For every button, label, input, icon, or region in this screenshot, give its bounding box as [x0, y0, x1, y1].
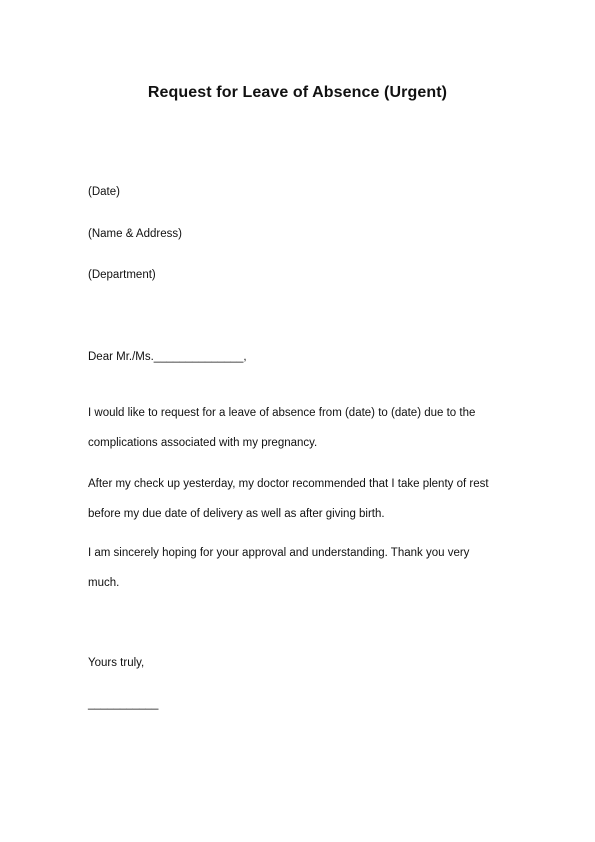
date-placeholder: (Date): [88, 186, 120, 198]
salutation: Dear Mr./Ms.______________,: [88, 351, 247, 363]
paragraph-doctor-line: before my due date of delivery as well as after giving birth.: [88, 508, 385, 520]
paragraph-request: [88, 398, 528, 458]
paragraph-request-line: complications associated with my pregnancy.: [88, 437, 318, 449]
paragraph-closing-remark-line: I am sincerely hoping for your approval and understanding. Thank you very: [88, 547, 470, 559]
paragraph-closing-remark: [88, 538, 528, 598]
closing-phrase: Yours truly,: [88, 657, 145, 669]
paragraph-request-line: I would like to request for a leave of absence from (date) to (date) due to the: [88, 407, 476, 419]
paragraph-closing-remark-line: much.: [88, 577, 120, 589]
letter-title: Request for Leave of Absence (Urgent): [147, 84, 448, 101]
department-placeholder: (Department): [88, 269, 156, 281]
name-address-placeholder: (Name & Address): [88, 228, 182, 240]
paragraph-doctor-line: After my check up yesterday, my doctor recommended that I take plenty of rest: [88, 478, 489, 490]
paragraph-doctor: [88, 469, 528, 529]
signature-line: ___________: [88, 698, 159, 710]
